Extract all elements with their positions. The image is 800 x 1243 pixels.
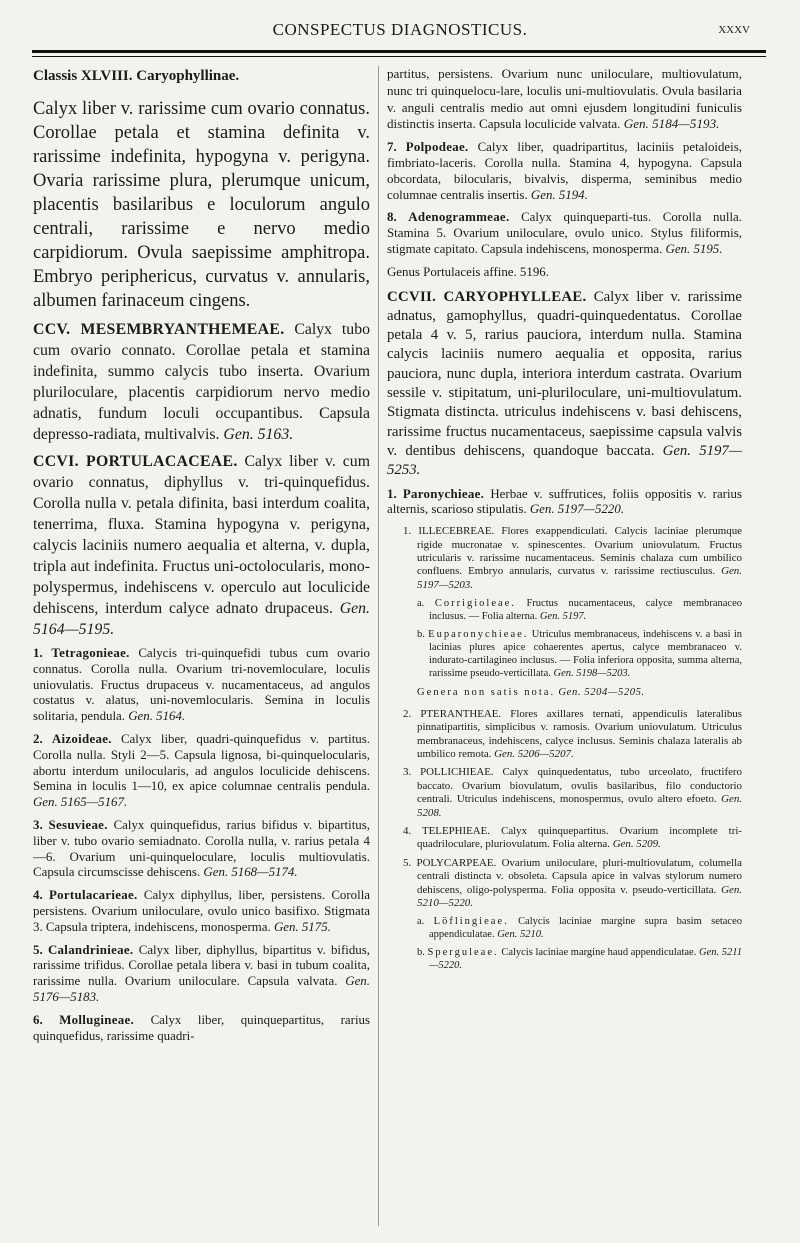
- tribe-number: 1.: [387, 486, 397, 501]
- header-rule-thick: [32, 50, 766, 53]
- tribe-entry: [387, 140, 742, 203]
- subtribe-genera: Gen. 5210.: [497, 929, 544, 941]
- tribe-entry: [33, 888, 370, 935]
- portulacaceae-tribes-continued: [387, 140, 742, 258]
- tribe-text: Calycis tri-quinquefidi tubus cum ovario connatus. Corolla nulla. Ovarium tri-novemloculare, loculis uniovulatis. Fructus drupaceus v. nucamentaceus, ad angulos costatus v. alatus, uni-novemlocularis. Semina in loculis solitaria, pendula.: [33, 646, 370, 724]
- subtribe-entry: [403, 857, 742, 911]
- family-ccv-genera: Gen. 5163.: [223, 426, 294, 443]
- subtribe-entry: [403, 525, 742, 592]
- column-divider: [378, 66, 379, 1226]
- tribe-name: Aizoideae.: [51, 731, 112, 746]
- subtribe-name: Corrigioleae.: [434, 598, 516, 610]
- tribe-number: 4.: [33, 888, 43, 903]
- subtribe-genera: Gen. 5198—5203.: [553, 668, 631, 680]
- subtribe-text: Flores axillares ternati, appendiculis lateralibus pinnatipartitis, simplicibus v. ramosis. Ovarium uniovulatum. Utriculus membranaceus, indehiscens, calyce inclusus. Seminis chalaza lateralis ab umbilico remota.: [417, 707, 742, 760]
- family-ccvii-text: Calyx liber v. rarissime adnatus, gamophyllus, quadri-quinquedentatus. Corollae petala 4 v. 5, rarius pauciora, interdum nulla. Stamina calycis laciniis numero aequalia et opposita, rarius pauciora, nunc dupla, interiora interdum castrata. Ovarium sessile v. stipitatum, uni-pluriloculare, uni-multiovulatum. Stigmata distincta. utriculus indehiscens v. basi dehiscens, rarissime fructus nucamentaceus, saepissime capsula valvis v. dentibus dehiscens, quandoque baccata.: [387, 288, 742, 459]
- tribe-text: Herbae v. suffrutices, foliis oppositis v. rarius alternis, scarioso stipulatis.: [387, 486, 742, 517]
- family-ccv-text: Calyx tubo cum ovario connato. Corollae petala et stamina indefinita, summo calycis tubo inserta. Ovarium pluriloculare, placentis carpidiorum nervo medio adnatis, fundum loculi occupantibus. Capsula depresso-radiata, multivalvis.: [33, 321, 370, 443]
- family-ccvi-heading: CCVI. PORTULACACEAE.: [33, 453, 238, 470]
- subtribe-name: Euparonychieae.: [428, 629, 529, 641]
- subtribe-number: 4.: [403, 825, 412, 837]
- tribe-genera: Gen. 5194.: [530, 187, 588, 202]
- mollugineae-continued-text: partitus, persistens. Ovarium nunc uniloculare, multiovulatum, nunc tri quinquelocu-lare, loculis uni-multiovulatis. Ovula basilaria v. anguli centralis medio aut omni ejusdem longitudini funiculis distinctis inserta. Capsula loculicide valvata.: [387, 66, 742, 132]
- tribe-name: Polpodeae.: [405, 140, 469, 155]
- subtribe-genera: Gen. 5209.: [612, 838, 661, 851]
- tribe-text: Calyx liber, quadripartitus, laciniis petaloideis, fimbriato-laceris. Corolla nulla. Stamina 4, hypogyna. Capsula obcordata, bilocularis, bivalvis, disperma, seminibus medio columnae centralis insertis.: [387, 140, 742, 202]
- left-column: [33, 66, 370, 1231]
- subtribe-name: POLLICHIEAE.: [420, 766, 494, 779]
- subtribe-genera: Gen. 5208.: [417, 793, 742, 819]
- subtribe-name: ILLECEBREAE.: [418, 525, 495, 538]
- tribe-genera: Gen. 5197—5220.: [529, 502, 625, 517]
- subtribe-name: Löflingieae.: [433, 916, 509, 928]
- subtribe-number: 5.: [403, 856, 412, 869]
- subtribe-genera: Gen. 5197.: [539, 611, 587, 623]
- section-entry: [417, 597, 742, 623]
- section-entry: [417, 628, 742, 680]
- tribe-text: Calyx liber, quinquepartitus, rarius quinquefidus, rarissime quadri-: [33, 1012, 370, 1043]
- subtribe-genera: Gen. 5206—5207.: [494, 747, 574, 760]
- tribe-number: 6.: [33, 1012, 43, 1027]
- family-ccvii: [387, 288, 742, 481]
- running-title: CONSPECTUS DIAGNOSTICUS.: [272, 20, 528, 39]
- genera-non-satis-nota: [417, 685, 742, 702]
- tribe-genera: Gen. 5168—5174.: [203, 865, 298, 880]
- subtribe-number: b.: [417, 947, 425, 959]
- tribe-text: Calyx quinquefidus, rarius bifidus v. bipartitus, liber v. tubo ovario semiadnato. Corolla nulla, v. rarius petala 4—6. Ovarium uni-quinqueloculare, loculis multiovulatis. Capsula circumscisse dehiscens.: [33, 817, 370, 880]
- tribe-number: 3.: [33, 817, 43, 832]
- subtribe-text: Flores exappendiculati. Calycis laciniae plerumque rigide mucronatae v. spinescentes. Ovarium uniovulatum. Fructus utricularis v. rarissime nucamentaceus. Seminis chalaza cum umbilico confluens. Embryo annularis, curvatus v. rarissime rectiusculus.: [417, 525, 742, 578]
- tribe-genera: Gen. 5175.: [273, 919, 331, 934]
- subtribe-text: Utriculus membranaceus, indehiscens v. a basi in lacinias plures apice cohaerentes apertus, calyce membranaceo v. indurato-cartilagineo inclusus. — Folia inferiora opposita, summa alterna, rarissime pseudo-verticillata.: [429, 629, 742, 680]
- tribe-genera: Gen. 5164.: [128, 709, 186, 724]
- tribe-entry: [33, 646, 370, 725]
- family-ccvi-genera: Gen. 5164—5195.: [33, 600, 370, 638]
- tribe-number: 2.: [33, 731, 43, 746]
- tribe-name: Portulacarieae.: [48, 888, 138, 903]
- page-header: [0, 14, 800, 44]
- tribe-entry: [33, 732, 370, 811]
- family-ccv-heading: CCV. MESEMBRYANTHEMEAE.: [33, 321, 285, 338]
- genus-affine-note: Genus Portulaceis affine. 5196.: [387, 264, 549, 279]
- subtribe-entry: [403, 708, 742, 762]
- tribe-name: Paronychieae.: [402, 486, 485, 501]
- classis-heading: Classis XLVIII. Caryophyllinae.: [33, 68, 240, 84]
- subtribe-genera: Gen. 5204—5205.: [558, 687, 645, 699]
- right-column: [387, 66, 742, 1231]
- genera-label: Genera non satis nota.: [417, 687, 556, 699]
- subtribe-name: POLYCARPEAE.: [416, 856, 497, 869]
- family-ccvi: [33, 451, 370, 640]
- subtribe-text: Ovarium uniloculare, pluri-multiovulatum, columella centrali distincta v. obsoleta. Capsula apice in valvas stylorum numero dehiscens, oligo-polysperma. Folia opposita v. pseudo-verticillata.: [417, 856, 742, 896]
- family-ccv: [33, 319, 370, 445]
- subtribe-name: PTERANTHEAE.: [420, 707, 502, 720]
- header-rule-thin: [32, 56, 766, 57]
- subtribe-text: Calycis laciniae margine haud appendiculatae.: [501, 947, 697, 959]
- tribe-text: Calyx liber, diphyllus, bipartitus v. bifidus, rarissime trifidus. Corollae petala libera v. basi in tubum coalita, rarissime nulla. Ovarium uniloculare. Capsula valvata.: [33, 942, 370, 989]
- subtribe-entry: [403, 825, 742, 852]
- tribe-entry: [387, 210, 742, 257]
- subtribe-number: a.: [417, 598, 425, 610]
- portulacaceae-tribes: [33, 646, 370, 1044]
- subtribe-name: Sperguleae.: [427, 947, 499, 959]
- paronychieae-subtribes: [387, 525, 742, 972]
- tribe-name: Mollugineae.: [59, 1012, 135, 1027]
- classis-description: Calyx liber v. rarissime cum ovario connatus. Corollae petala et stamina definita v. rarissime indefinita, hypogyna v. perigyna. Ovaria rarissime plura, plerumque unicum, placentis basilaribus e loculorum angulo centrali, rarissime e nervo medio carpidiorum. Ovula saepissime amphitropa. Embryo periphericus, curvatus v. annularis, albumen farinaceum cingens.: [33, 99, 370, 311]
- tribe-genera: Gen. 5176—5183.: [33, 974, 370, 1004]
- tribe-number: 7.: [387, 140, 397, 155]
- subtribe-number: a.: [417, 916, 425, 928]
- subtribe-number: 3.: [403, 766, 412, 779]
- subtribe-text: Calyx quinquepartitus. Ovarium incomplete tri-quadriloculare, pluriovulatum. Folia alterna.: [417, 825, 742, 851]
- tribe-text: Calyx diphyllus, liber, persistens. Corolla persistens. Ovarium uniloculare, ovulo unico basifixo. Stigmata 3. Capsula triptera, indehiscens, monosperma.: [33, 888, 370, 934]
- tribe-number: 1.: [33, 646, 43, 660]
- tribe-paronychieae: [387, 487, 742, 519]
- tribe-text: Calyx quinqueparti-tus. Corolla nulla. Stamina 5. Ovarium uniloculare, ovulo unico. Stylus filiformis, stigmate capitato. Capsula indehiscens, monosperma.: [387, 210, 742, 256]
- subtribe-name: TELEPHIEAE.: [421, 825, 491, 837]
- subtribe-text: Calycis laciniae margine supra basim setaceo appendiculatae.: [429, 916, 742, 941]
- tribe-genera: Gen. 5195.: [665, 241, 723, 256]
- tribe-genera: Gen. 5165—5167.: [33, 795, 128, 810]
- tribe-entry: [33, 1013, 370, 1045]
- subtribe-number: 1.: [403, 525, 412, 538]
- tribe-name: Tetragonieae.: [51, 646, 130, 660]
- tribe-number: 8.: [387, 210, 397, 225]
- subtribe-text: Fructus nucamentaceus, calyce membranaceo inclusus. — Folia alterna.: [429, 598, 742, 623]
- subtribe-number: 2.: [403, 707, 412, 720]
- mollugineae-continued: [387, 66, 742, 133]
- family-ccvii-heading: CCVII. CARYOPHYLLEAE.: [387, 288, 587, 305]
- mollugineae-genera: Gen. 5184—5193.: [623, 116, 720, 132]
- section-entry: [417, 915, 742, 941]
- section-entry: [417, 946, 742, 972]
- tribe-name: Adenogrammeae.: [408, 210, 510, 225]
- tribe-entry: [33, 818, 370, 881]
- tribe-name: Calandrinieae.: [47, 942, 134, 957]
- tribe-number: 5.: [33, 942, 43, 957]
- page-number: XXXV: [718, 24, 750, 36]
- tribe-entry: [33, 943, 370, 1006]
- subtribe-genera: Gen. 5197—5203.: [417, 565, 742, 591]
- subtribe-genera: Gen. 5210—5220.: [417, 883, 742, 910]
- tribe-name: Sesuvieae.: [48, 817, 108, 832]
- subtribe-text: Calyx quinquedentatus, tubo urceolato, fructifero baccato. Ovarium biovulatum, ovulis basilaribus, filo conductorio centrali. Utriculus indehiscens, monospermus, ovulo altero efoeto.: [417, 766, 742, 806]
- tribe-text: Calyx liber, quadri-quinquefidus v. partitus. Corolla nulla. Styli 2—5. Capsula lignosa, bi-quinquelocularis, abortu interdum unilocularis, ad angulos loculicide dehiscens. Semina in loculis 1—10, ex apice columnae centralis pendula.: [33, 731, 370, 794]
- family-ccvi-text: Calyx liber v. cum ovario connatus, diphyllus v. tri-quinquefidus. Corolla nulla v. petala difinita, basi interdum coalita, tenerrima, fluxa. Stamina hypogyna v. perigyna, calycis laciniis numero aequalia et alterna, v. dupla, tripla aut indefinita. Fructus uni-octolocularis, mono-polyspermus, indehiscens v. operculo aut loculicide dehiscens, interdum calyce adnato drupaceus.: [33, 453, 370, 617]
- subtribe-number: b.: [417, 629, 425, 641]
- subtribe-entry: [403, 766, 742, 820]
- family-ccvii-genera: Gen. 5197—5253.: [387, 442, 742, 479]
- subtribe-genera: Gen. 5211—5220.: [429, 947, 742, 972]
